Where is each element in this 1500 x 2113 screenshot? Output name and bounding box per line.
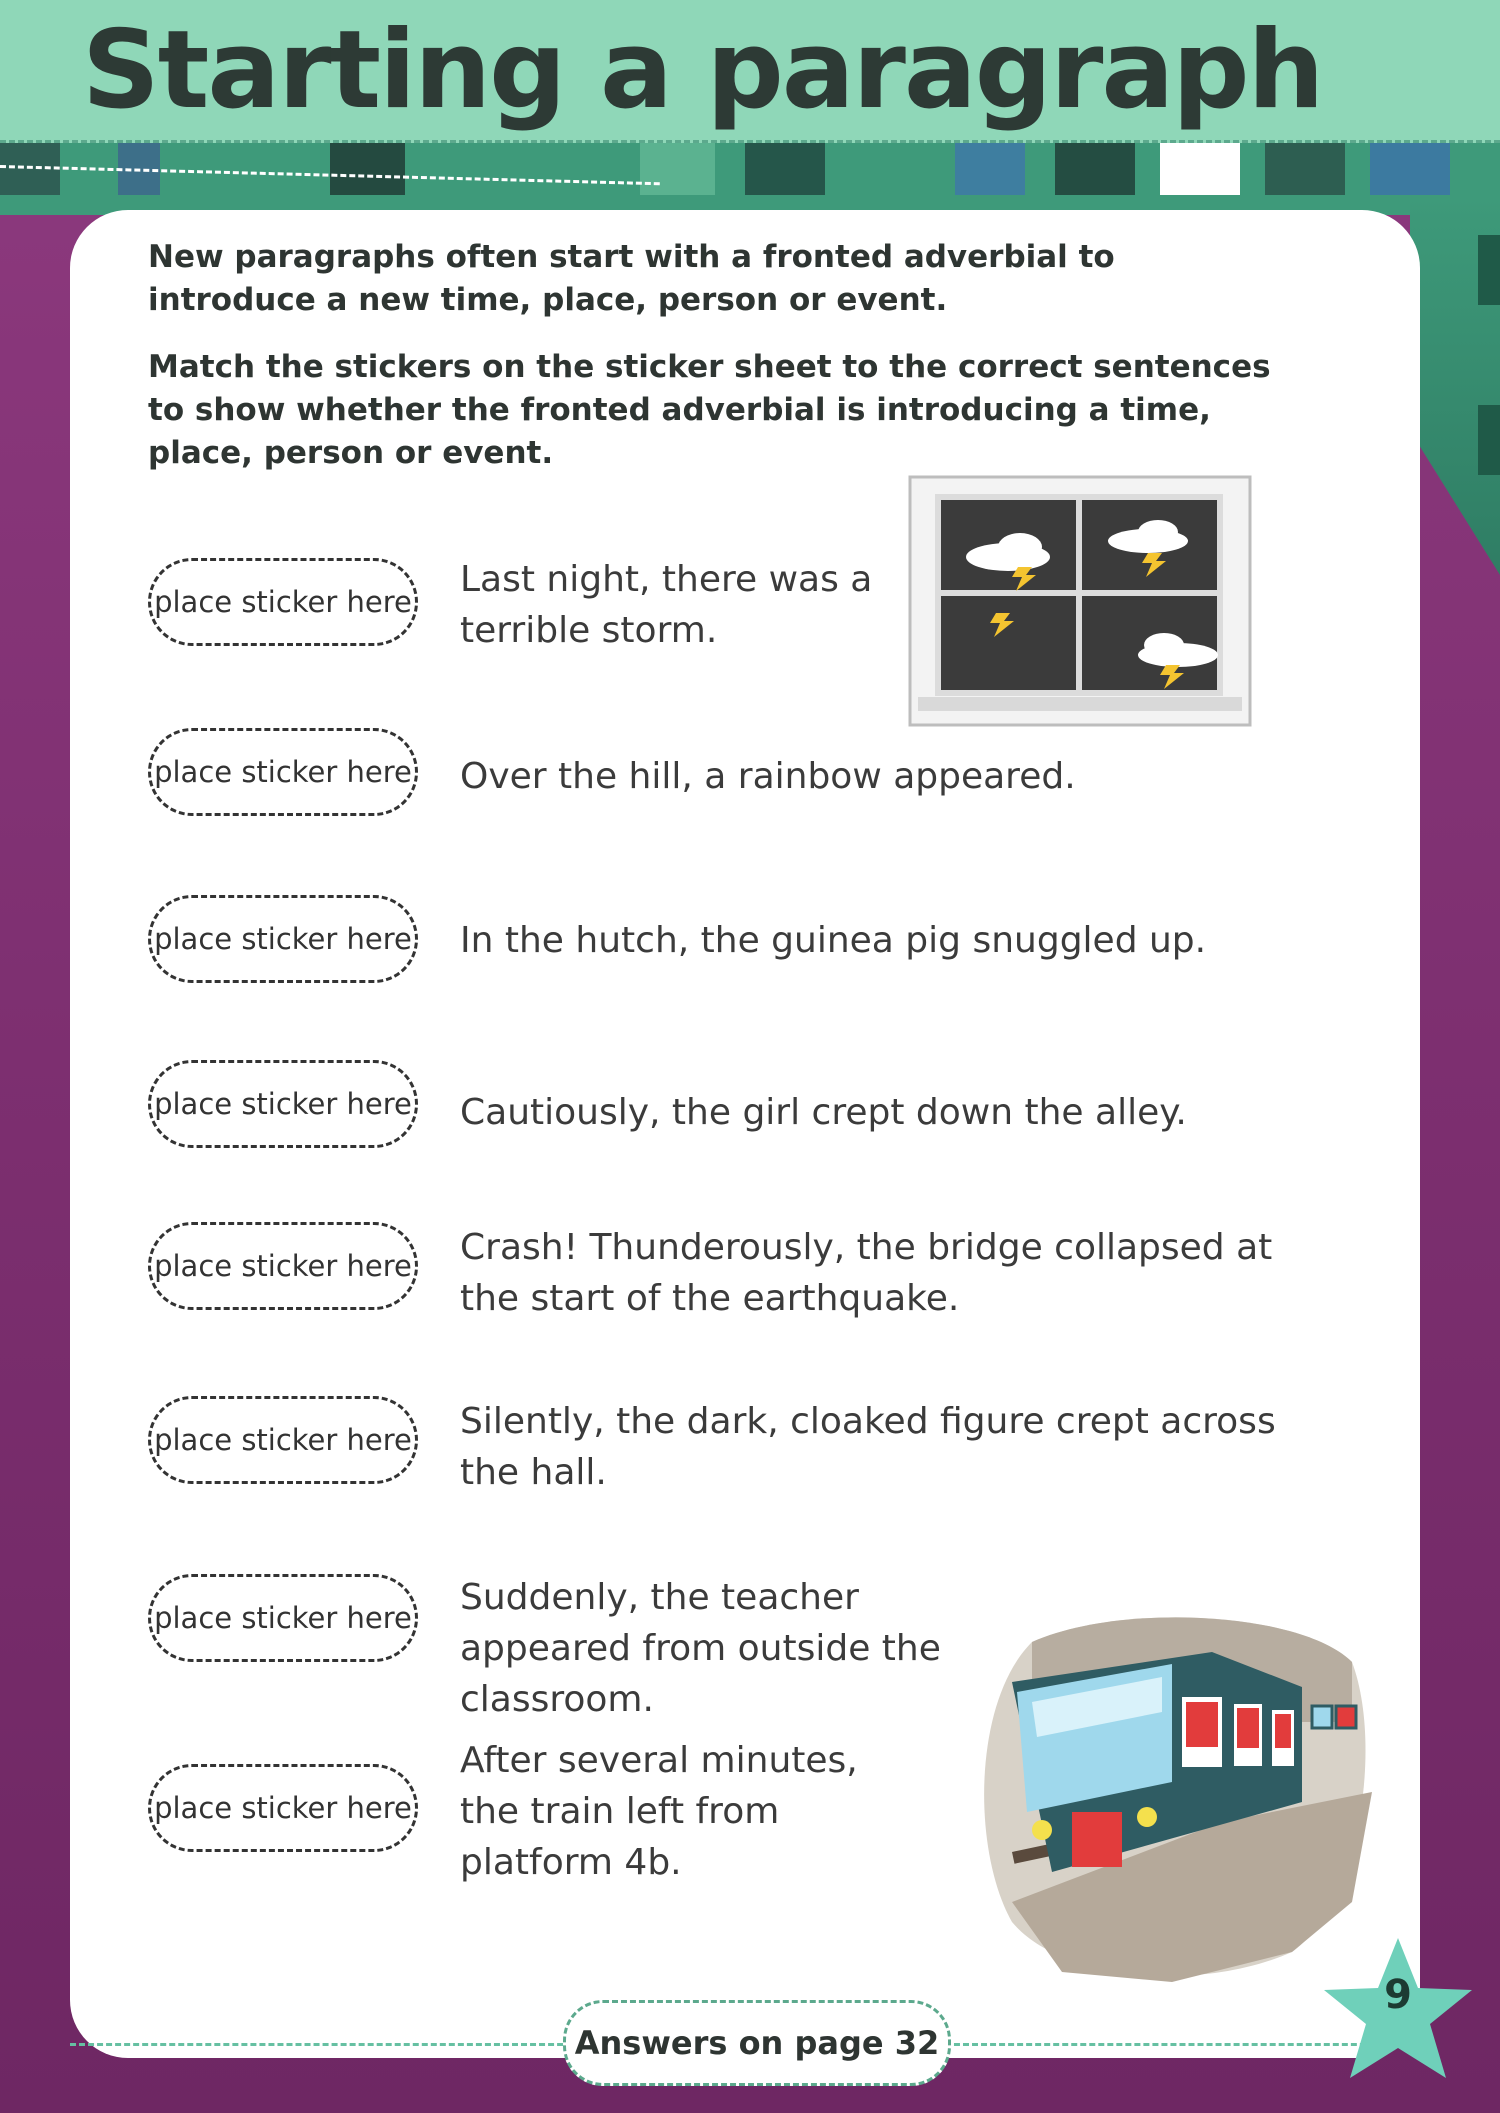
sentence-2: Over the hill, a rainbow appeared. [460, 756, 1076, 797]
sticker-slot-3[interactable]: place sticker here [148, 895, 418, 983]
sticker-slot-1[interactable]: place sticker here [148, 558, 418, 646]
sticker-slot-2[interactable]: place sticker here [148, 728, 418, 816]
sticker-slot-5[interactable]: place sticker here [148, 1222, 418, 1310]
side-decoration [1410, 195, 1500, 575]
sentence-1: Last night, there was a terrible storm. [460, 559, 873, 651]
sentence-6: Silently, the dark, cloaked figure crept across the hall. [460, 1401, 1276, 1493]
decorative-tiles [0, 143, 1500, 195]
sticker-slot-8[interactable]: place sticker here [148, 1764, 418, 1852]
sticker-slot-6[interactable]: place sticker here [148, 1396, 418, 1484]
train-icon [972, 1602, 1372, 1982]
intro-paragraph: New paragraphs often start with a fronted adverbial to introduce a new time, place, person or event. [148, 239, 1115, 318]
storm-window-icon [908, 475, 1252, 727]
instructions-paragraph: Match the stickers on the sticker sheet to the correct sentences to show whether the fronted adverbial is introducing a time, place, person or event. [148, 349, 1271, 471]
title-strip [0, 0, 1500, 143]
sentence-4: Cautiously, the girl crept down the alley. [460, 1092, 1187, 1133]
page-number: 9 [1384, 1972, 1412, 2018]
sentence-8: After several minutes, the train left from platform 4b. [460, 1740, 858, 1883]
sticker-slot-4[interactable]: place sticker here [148, 1060, 418, 1148]
sentence-3: In the hutch, the guinea pig snuggled up. [460, 920, 1207, 961]
sticker-slot-7[interactable]: place sticker here [148, 1574, 418, 1662]
sentence-7: Suddenly, the teacher appeared from outside the classroom. [460, 1577, 941, 1720]
answers-reference: Answers on page 32 [563, 2000, 951, 2086]
sentence-5: Crash! Thunderously, the bridge collapsed at the start of the earthquake. [460, 1227, 1273, 1319]
page-title: Starting a paragraph [82, 8, 1323, 133]
